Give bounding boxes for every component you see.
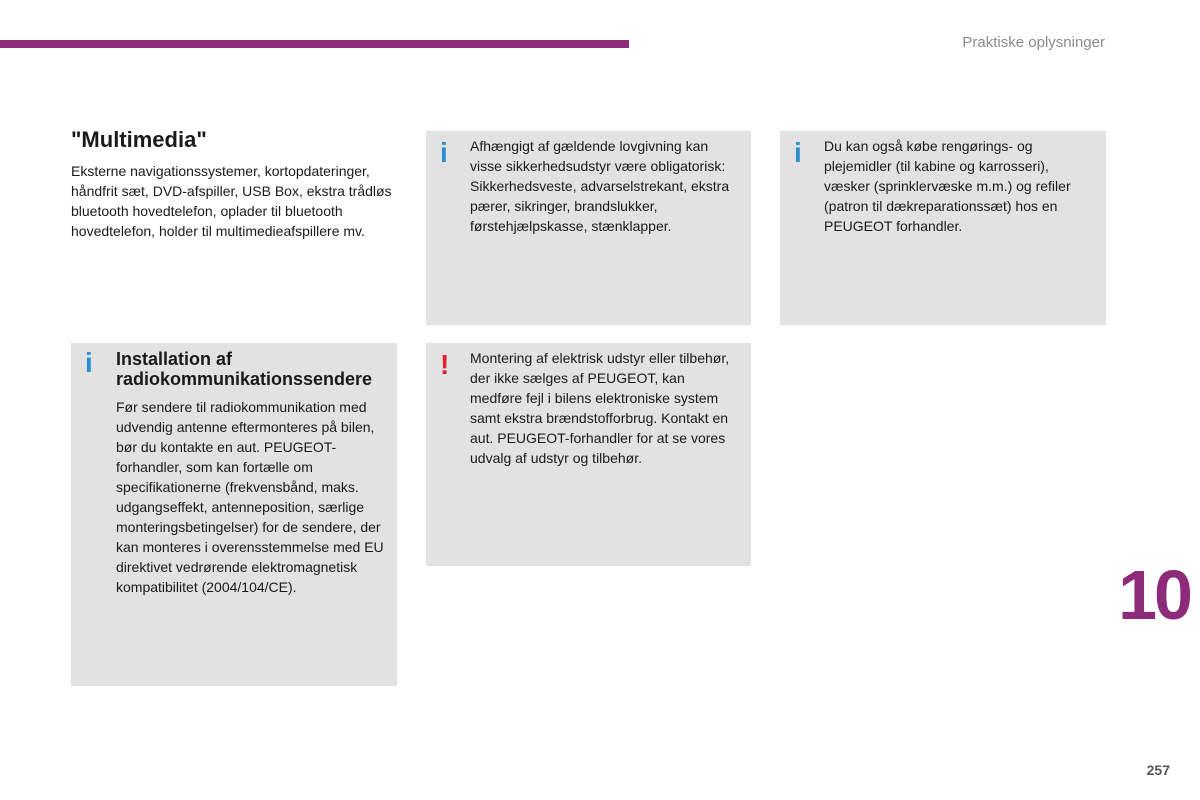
info-icon: i bbox=[85, 347, 93, 378]
warning-icon: ! bbox=[440, 349, 450, 380]
info-icon: i bbox=[440, 137, 448, 168]
info-box-cleaning-products bbox=[780, 131, 1106, 325]
intro-paragraph: Eksterne navigationssystemer, kortopdateringer, håndfrit sæt, DVD-afspiller, USB Box, ekstra trådløs bluetooth hovedtelefon, oplader til bluetooth hovedtelefon, holder til multimedieafspillere mv. bbox=[71, 163, 392, 239]
warning-box-text: Montering af elektrisk udstyr eller tilbehør, der ikke sælges af PEUGEOT, kan medføre fejl i bilens elektroniske system samt ekstra brændstofforbrug. Kontakt en aut. PEUGEOT-forhandler for at se vores udvalg af udstyr og tilbehør. bbox=[470, 350, 730, 466]
info-box-safety-equipment bbox=[426, 131, 751, 325]
info-box-text: Du kan også købe rengørings- og plejemidler (til kabine og karrosseri), væsker (sprinklervæske m.m.) og refiler (patron til dækreparationssæt) hos en PEUGEOT forhandler. bbox=[824, 138, 1071, 234]
header-accent-bar bbox=[0, 40, 629, 48]
info-box-text: Før sendere til radiokommunikation med udvendig antenne eftermonteres på bilen, bør du kontakte en aut. PEUGEOT-forhandler, som kan fortælle om specifikationerne (frekvensbånd, maks. udgangseffekt, antenneposition, særlige monteringsbetingelser) for de sendere, der kan monteres i overensstemmelse med EU direktivet vedrørende elektromagnetisk kompatibilitet (2004/104/CE). bbox=[116, 399, 384, 595]
section-title: Praktiske oplysninger bbox=[962, 34, 1105, 51]
info-icon: i bbox=[794, 137, 802, 168]
warning-box-electrical-equipment bbox=[426, 343, 751, 566]
page-number: 257 bbox=[1146, 762, 1170, 778]
info-box-radio-transmitters bbox=[71, 343, 397, 686]
info-box-title: Installation af radiokommunikationssendere bbox=[116, 349, 373, 389]
info-box-text: Afhængigt af gældende lovgivning kan visse sikkerhedsudstyr være obligatorisk: Sikkerhedsveste, advarselstrekant, ekstra pærer, sikringer, brandslukker, førstehjælpskasse, stænklapper. bbox=[470, 138, 730, 234]
chapter-number: 10 bbox=[1118, 556, 1190, 634]
page-heading: "Multimedia" bbox=[71, 127, 207, 152]
